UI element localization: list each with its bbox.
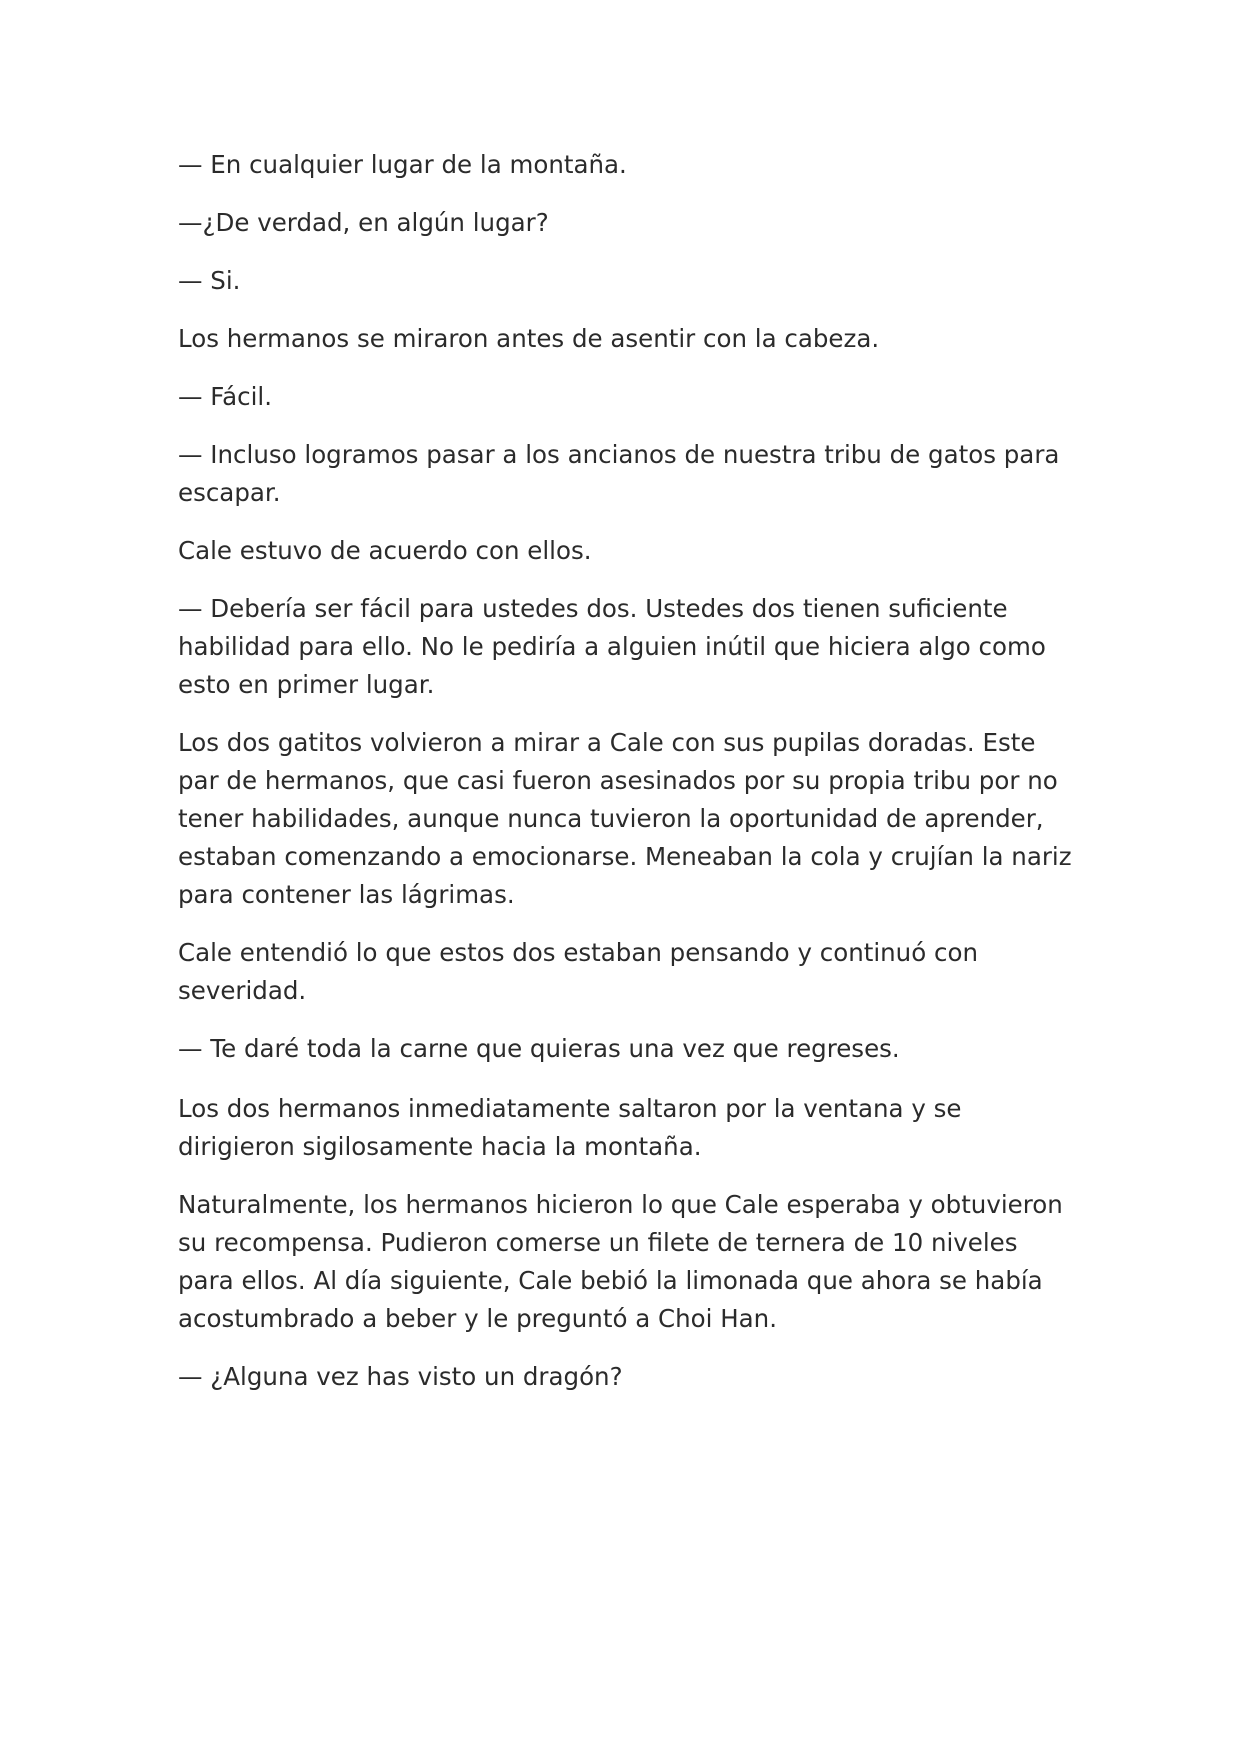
paragraph: — ¿Alguna vez has visto un dragón?	[178, 1362, 623, 1391]
paragraph: — Incluso logramos pasar a los ancianos de nuestra tribu de gatos para escapar.	[178, 440, 1060, 507]
document-body	[178, 146, 1078, 1416]
paragraph: Naturalmente, los hermanos hicieron lo que Cale esperaba y obtuvieron su recompensa. Pudieron comerse un filete de ternera de 10 niveles para ellos. Al día siguiente, Cale bebió la limonada que ahora se había acostumbrado a beber y le preguntó a Choi Han.	[178, 1190, 1063, 1333]
paragraph: — En cualquier lugar de la montaña.	[178, 150, 627, 179]
paragraph: Los dos gatitos volvieron a mirar a Cale con sus pupilas doradas. Este par de hermanos, que casi fueron asesinados por su propia tribu por no tener habilidades, aunque nunca tuvieron la oportunidad de aprender, estaban comenzando a emocionarse. Meneaban la cola y crujían la nariz para contener las lágrimas.	[178, 728, 1072, 909]
paragraph: — Fácil.	[178, 382, 273, 411]
paragraph: — Debería ser fácil para ustedes dos. Ustedes dos tienen suficiente habilidad para ello. No le pediría a alguien inútil que hiciera algo como esto en primer lugar.	[178, 594, 1046, 699]
paragraph: Cale estuvo de acuerdo con ellos.	[178, 536, 592, 565]
paragraph: Los dos hermanos inmediatamente saltaron por la ventana y se dirigieron sigilosamente hacia la montaña.	[178, 1094, 962, 1161]
paragraph: Los hermanos se miraron antes de asentir con la cabeza.	[178, 324, 880, 353]
paragraph: — Te daré toda la carne que quieras una vez que regreses.	[178, 1034, 900, 1063]
paragraph: —¿De verdad, en algún lugar?	[178, 208, 549, 237]
paragraph: — Si.	[178, 266, 241, 295]
paragraph: Cale entendió lo que estos dos estaban pensando y continuó con severidad.	[178, 938, 978, 1005]
